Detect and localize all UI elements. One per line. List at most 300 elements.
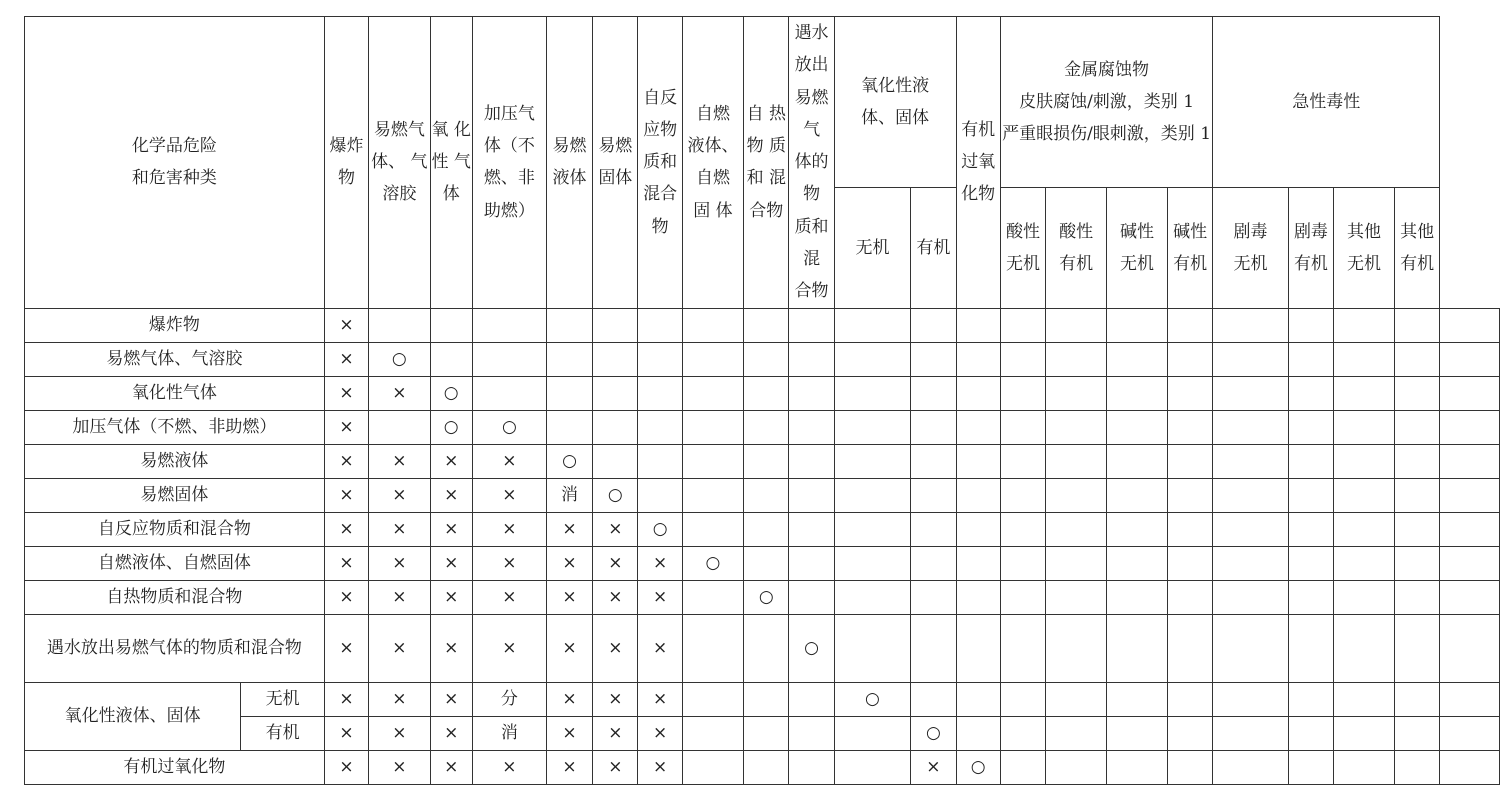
matrix-cell: [682, 342, 743, 376]
matrix-cell: [1288, 614, 1333, 682]
header-text: 合物: [794, 281, 829, 302]
header-text: 化物: [961, 184, 996, 205]
matrix-cell: [956, 580, 1000, 614]
matrix-cell: [1107, 342, 1168, 376]
matrix-cell: ×: [430, 546, 472, 580]
header-text: 体（不: [483, 136, 535, 157]
matrix-cell: [682, 444, 743, 478]
matrix-cell: ×: [638, 580, 682, 614]
header-text: 有机: [916, 237, 951, 258]
matrix-cell: ×: [472, 512, 546, 546]
matrix-cell: ×: [430, 444, 472, 478]
matrix-cell: [956, 478, 1000, 512]
header-text: 过氧: [961, 152, 996, 173]
header-text: 加压气: [483, 103, 535, 124]
matrix-cell: [1440, 682, 1500, 716]
matrix-cell: [911, 444, 956, 478]
matrix-cell: ×: [638, 716, 682, 750]
matrix-cell: [472, 342, 546, 376]
matrix-cell: [1167, 512, 1212, 546]
col-header-self-heating: [744, 17, 789, 309]
matrix-cell: [911, 546, 956, 580]
matrix-cell: ×: [593, 512, 638, 546]
matrix-cell: [1440, 308, 1500, 342]
matrix-cell: [1167, 580, 1212, 614]
matrix-cell: ×: [638, 750, 682, 784]
matrix-cell: ×: [472, 614, 546, 682]
col-header-organic-peroxide: [956, 17, 1000, 309]
matrix-cell: [1213, 580, 1289, 614]
sub-header-oxidizing-1: [911, 188, 956, 309]
matrix-cell: [834, 376, 911, 410]
row-label-oxidizing-liquid-solid: [25, 682, 241, 750]
matrix-cell: ○: [472, 410, 546, 444]
header-text: 体、固体: [861, 108, 930, 129]
matrix-cell: [1046, 342, 1107, 376]
header-text: 自燃液体、自燃固体: [97, 553, 251, 574]
matrix-cell: [1107, 580, 1168, 614]
matrix-cell: [834, 512, 911, 546]
matrix-cell: ×: [430, 614, 472, 682]
matrix-cell: ×: [593, 546, 638, 580]
matrix-cell: [1107, 682, 1168, 716]
matrix-cell: [1288, 512, 1333, 546]
matrix-cell: [789, 478, 834, 512]
row-sublabel-inorganic: [241, 682, 325, 716]
matrix-cell: [911, 410, 956, 444]
sub-header-corrosive-1: [1046, 188, 1107, 309]
header-text: 有机: [1059, 253, 1094, 274]
matrix-cell: [1213, 716, 1289, 750]
matrix-cell: ×: [546, 546, 592, 580]
table-row: [25, 410, 1500, 444]
matrix-cell: [1000, 580, 1045, 614]
matrix-cell: [956, 410, 1000, 444]
matrix-cell: [911, 512, 956, 546]
matrix-cell: [1000, 308, 1045, 342]
matrix-cell: [682, 750, 743, 784]
col-header-oxidizing-liquid-solid: [834, 17, 956, 188]
matrix-cell: [1288, 342, 1333, 376]
matrix-cell: [1213, 444, 1289, 478]
col-header-self-reactive: [638, 17, 682, 309]
matrix-cell: ×: [593, 750, 638, 784]
matrix-cell: [1167, 750, 1212, 784]
matrix-cell: ○: [744, 580, 789, 614]
header-text: 燃、非: [483, 168, 535, 189]
matrix-cell: [1395, 614, 1440, 682]
matrix-cell: [1334, 716, 1395, 750]
matrix-cell: [956, 682, 1000, 716]
matrix-cell: [1213, 410, 1289, 444]
matrix-cell: ○: [430, 410, 472, 444]
matrix-cell: [744, 342, 789, 376]
row-label: [25, 580, 325, 614]
matrix-cell: [682, 614, 743, 682]
matrix-cell: [1288, 546, 1333, 580]
matrix-cell: ×: [546, 512, 592, 546]
sub-header-toxicity-2: [1334, 188, 1395, 309]
matrix-cell: ×: [472, 444, 546, 478]
matrix-cell: [834, 750, 911, 784]
col-header-flammable-liquid: [546, 17, 592, 309]
matrix-cell: [430, 342, 472, 376]
row-label: [25, 410, 325, 444]
matrix-cell: [1213, 308, 1289, 342]
matrix-cell: [834, 478, 911, 512]
header-text: 易燃气: [373, 119, 425, 140]
matrix-cell: ×: [369, 546, 430, 580]
matrix-cell: [744, 750, 789, 784]
matrix-cell: [744, 614, 789, 682]
matrix-cell: [682, 410, 743, 444]
header-text: 金属腐蚀物: [1064, 59, 1150, 80]
matrix-cell: ×: [546, 614, 592, 682]
matrix-cell: ×: [911, 750, 956, 784]
col-header-explosives: [324, 17, 368, 309]
matrix-cell: [744, 512, 789, 546]
matrix-cell: [1167, 308, 1212, 342]
matrix-cell: [911, 342, 956, 376]
matrix-cell: [789, 342, 834, 376]
matrix-cell: [1334, 614, 1395, 682]
matrix-cell: ×: [324, 410, 368, 444]
matrix-cell: [546, 410, 592, 444]
matrix-cell: ×: [324, 308, 368, 342]
matrix-cell: ×: [369, 376, 430, 410]
matrix-cell: [1000, 512, 1045, 546]
header-text: 氧化性液体、固体: [64, 706, 201, 727]
matrix-cell: [789, 682, 834, 716]
matrix-cell: [956, 342, 1000, 376]
matrix-cell: ○: [789, 614, 834, 682]
matrix-cell: ×: [430, 682, 472, 716]
row-label: [25, 444, 325, 478]
matrix-cell: [1167, 478, 1212, 512]
matrix-cell: ×: [430, 478, 472, 512]
matrix-cell: ×: [430, 580, 472, 614]
row-label: [25, 750, 325, 784]
matrix-cell: [638, 342, 682, 376]
matrix-cell: ×: [430, 512, 472, 546]
col-header-pressurized-gas: [472, 17, 546, 309]
matrix-cell: ○: [638, 512, 682, 546]
col-header-flammable-solid: [593, 17, 638, 309]
matrix-cell: [956, 716, 1000, 750]
matrix-cell: [1046, 410, 1107, 444]
matrix-cell: [1440, 444, 1500, 478]
header-text: 固体: [598, 168, 633, 189]
matrix-cell: [1395, 512, 1440, 546]
matrix-cell: [744, 308, 789, 342]
matrix-cell: [1395, 750, 1440, 784]
matrix-cell: [1288, 580, 1333, 614]
matrix-cell: [1440, 580, 1500, 614]
matrix-cell: [638, 376, 682, 410]
header-text: 体: [442, 184, 460, 205]
sub-header-toxicity-0: [1213, 188, 1289, 309]
matrix-cell: [1440, 716, 1500, 750]
matrix-cell: [789, 716, 834, 750]
matrix-cell: [956, 308, 1000, 342]
matrix-cell: [911, 580, 956, 614]
row-label: [25, 546, 325, 580]
table-row: [25, 682, 1500, 716]
matrix-cell: [956, 614, 1000, 682]
col-header-oxidizing-gas: [430, 17, 472, 309]
matrix-cell: ○: [593, 478, 638, 512]
matrix-cell: [1107, 716, 1168, 750]
matrix-cell: [1395, 308, 1440, 342]
matrix-cell: [638, 308, 682, 342]
matrix-cell: [1000, 546, 1045, 580]
header-text: 无机: [1006, 253, 1040, 274]
matrix-cell: [369, 410, 430, 444]
header-text: 质和: [643, 152, 678, 173]
matrix-cell: [1395, 580, 1440, 614]
matrix-cell: [1288, 478, 1333, 512]
header-text: 酸性: [1006, 221, 1040, 242]
header-text: 有机: [265, 723, 300, 744]
matrix-cell: [1288, 376, 1333, 410]
matrix-cell: [744, 716, 789, 750]
matrix-cell: [1288, 716, 1333, 750]
matrix-cell: [593, 444, 638, 478]
matrix-cell: [1000, 682, 1045, 716]
matrix-cell: [682, 478, 743, 512]
matrix-cell: [789, 308, 834, 342]
matrix-cell: [1167, 546, 1212, 580]
matrix-cell: [369, 308, 430, 342]
matrix-cell: [956, 376, 1000, 410]
matrix-cell: [1440, 376, 1500, 410]
header-text: 自 热: [746, 103, 786, 124]
matrix-cell: [1334, 546, 1395, 580]
matrix-cell: ×: [593, 614, 638, 682]
matrix-cell: [834, 546, 911, 580]
header-text: 物: [651, 216, 669, 237]
matrix-cell: [1167, 614, 1212, 682]
matrix-cell: [1046, 750, 1107, 784]
header-text: 剧毒: [1293, 221, 1328, 242]
matrix-cell: [682, 716, 743, 750]
row-label: [25, 376, 325, 410]
header-text: 加压气体（不燃、非助燃）: [72, 417, 277, 438]
header-text: 剧毒: [1233, 221, 1268, 242]
matrix-cell: [638, 478, 682, 512]
col-header-water-reactive: [789, 17, 834, 309]
matrix-cell: [1000, 444, 1045, 478]
matrix-cell: [834, 342, 911, 376]
matrix-cell: [911, 614, 956, 682]
matrix-cell: [1440, 512, 1500, 546]
matrix-cell: [789, 546, 834, 580]
matrix-cell: [744, 682, 789, 716]
matrix-cell: [1167, 376, 1212, 410]
table-row: [25, 716, 1500, 750]
matrix-cell: ×: [369, 682, 430, 716]
header-text: 遇水放出易燃气体的: [46, 638, 200, 659]
matrix-cell: ×: [638, 614, 682, 682]
matrix-cell: [1046, 580, 1107, 614]
matrix-cell: [1288, 410, 1333, 444]
header-text: 易燃固体: [140, 485, 209, 506]
matrix-cell: ×: [472, 750, 546, 784]
header-text: 严重眼损伤/眼刺激，类别 1: [1002, 124, 1212, 145]
header-text: 自反应物质和混合物: [97, 519, 251, 540]
col-header-pyrophoric: [682, 17, 743, 309]
matrix-cell: [430, 308, 472, 342]
matrix-cell: [1046, 444, 1107, 478]
matrix-cell: [472, 376, 546, 410]
row-sublabel-organic: [241, 716, 325, 750]
matrix-cell: ×: [369, 444, 430, 478]
header-text: 助燃）: [483, 200, 535, 221]
matrix-cell: [834, 614, 911, 682]
matrix-cell: [1395, 410, 1440, 444]
matrix-cell: [1046, 478, 1107, 512]
header-text: 遇水放出: [794, 23, 829, 76]
header-text: 碱性: [1120, 221, 1155, 242]
matrix-cell: [744, 478, 789, 512]
header-text: 物: [338, 168, 356, 189]
matrix-cell: [1440, 614, 1500, 682]
sub-header-corrosive-0: [1000, 188, 1045, 309]
matrix-cell: ×: [546, 682, 592, 716]
matrix-cell: [1395, 682, 1440, 716]
matrix-cell: [1046, 308, 1107, 342]
matrix-cell: ×: [324, 750, 368, 784]
header-text: 物质和混合物: [199, 638, 302, 659]
matrix-cell: [1000, 716, 1045, 750]
row-label: [25, 308, 325, 342]
matrix-cell: ×: [324, 682, 368, 716]
header-text: 溶胶: [382, 184, 417, 205]
sub-header-corrosive-3: [1167, 188, 1212, 309]
matrix-cell: [1213, 546, 1289, 580]
matrix-cell: ×: [324, 512, 368, 546]
matrix-cell: ×: [324, 716, 368, 750]
matrix-cell: [1000, 750, 1045, 784]
matrix-cell: [1213, 478, 1289, 512]
corner-header: [25, 17, 325, 309]
header-text: 易燃: [598, 136, 633, 157]
header-text: 其他: [1347, 221, 1382, 242]
matrix-cell: [956, 444, 1000, 478]
matrix-cell: [789, 376, 834, 410]
matrix-cell: [834, 308, 911, 342]
matrix-cell: [593, 410, 638, 444]
table-row: [25, 580, 1500, 614]
matrix-cell: [1167, 342, 1212, 376]
matrix-cell: ×: [472, 478, 546, 512]
table-row: [25, 546, 1500, 580]
header-text: 爆炸: [329, 136, 364, 157]
matrix-cell: 消: [472, 716, 546, 750]
header-text: 体、 气: [371, 152, 428, 173]
matrix-cell: [1334, 376, 1395, 410]
matrix-cell: [1334, 478, 1395, 512]
matrix-cell: [682, 580, 743, 614]
matrix-cell: [1000, 342, 1045, 376]
header-text: 氧 化: [431, 119, 471, 140]
matrix-cell: ×: [546, 716, 592, 750]
header-text: 氧化性气体: [131, 383, 217, 404]
matrix-cell: [472, 308, 546, 342]
matrix-cell: [1213, 376, 1289, 410]
matrix-cell: [1167, 444, 1212, 478]
header-text: 无机: [855, 237, 890, 258]
matrix-cell: [1107, 376, 1168, 410]
matrix-cell: ×: [593, 580, 638, 614]
matrix-cell: ×: [546, 580, 592, 614]
matrix-cell: [1167, 682, 1212, 716]
header-text: 自反: [643, 87, 678, 108]
matrix-cell: [682, 308, 743, 342]
matrix-cell: ○: [546, 444, 592, 478]
matrix-cell: [1213, 682, 1289, 716]
matrix-cell: ×: [472, 546, 546, 580]
matrix-cell: [546, 376, 592, 410]
matrix-cell: [593, 342, 638, 376]
matrix-cell: [956, 512, 1000, 546]
matrix-cell: [1288, 750, 1333, 784]
sub-header-toxicity-3: [1395, 188, 1440, 309]
matrix-cell: ×: [472, 580, 546, 614]
header-text: 和 混: [746, 168, 786, 189]
header-text: 无机: [1347, 253, 1382, 274]
sub-header-corrosive-2: [1107, 188, 1168, 309]
matrix-cell: [744, 546, 789, 580]
matrix-cell: 消: [546, 478, 592, 512]
matrix-cell: [1334, 580, 1395, 614]
header-text: 固 体: [693, 200, 733, 221]
matrix-cell: ×: [369, 614, 430, 682]
matrix-cell: ×: [638, 682, 682, 716]
header-text: 有机: [1173, 253, 1208, 274]
matrix-cell: [834, 716, 911, 750]
matrix-cell: [911, 308, 956, 342]
matrix-cell: [1107, 512, 1168, 546]
header-text: 有机: [961, 119, 996, 140]
header-text: 应物: [643, 119, 678, 140]
compatibility-matrix: [24, 16, 1500, 785]
matrix-cell: [911, 478, 956, 512]
matrix-cell: ×: [369, 512, 430, 546]
header-text: 性 气: [431, 152, 471, 173]
matrix-cell: [911, 682, 956, 716]
header-text: 液体、: [687, 136, 739, 157]
header-text: 易燃气体、气溶胶: [106, 349, 243, 370]
matrix-cell: [1107, 444, 1168, 478]
matrix-cell: ×: [324, 376, 368, 410]
matrix-cell: ○: [911, 716, 956, 750]
table-row: [25, 750, 1500, 784]
table-row: [25, 342, 1500, 376]
table-row: [25, 478, 1500, 512]
matrix-cell: [1395, 444, 1440, 478]
matrix-cell: [1334, 308, 1395, 342]
matrix-cell: [789, 512, 834, 546]
matrix-cell: [1395, 716, 1440, 750]
matrix-cell: [1440, 750, 1500, 784]
matrix-cell: [1395, 342, 1440, 376]
matrix-cell: ○: [369, 342, 430, 376]
matrix-cell: [1107, 546, 1168, 580]
matrix-cell: ×: [324, 546, 368, 580]
matrix-cell: [1107, 308, 1168, 342]
matrix-cell: [1046, 682, 1107, 716]
